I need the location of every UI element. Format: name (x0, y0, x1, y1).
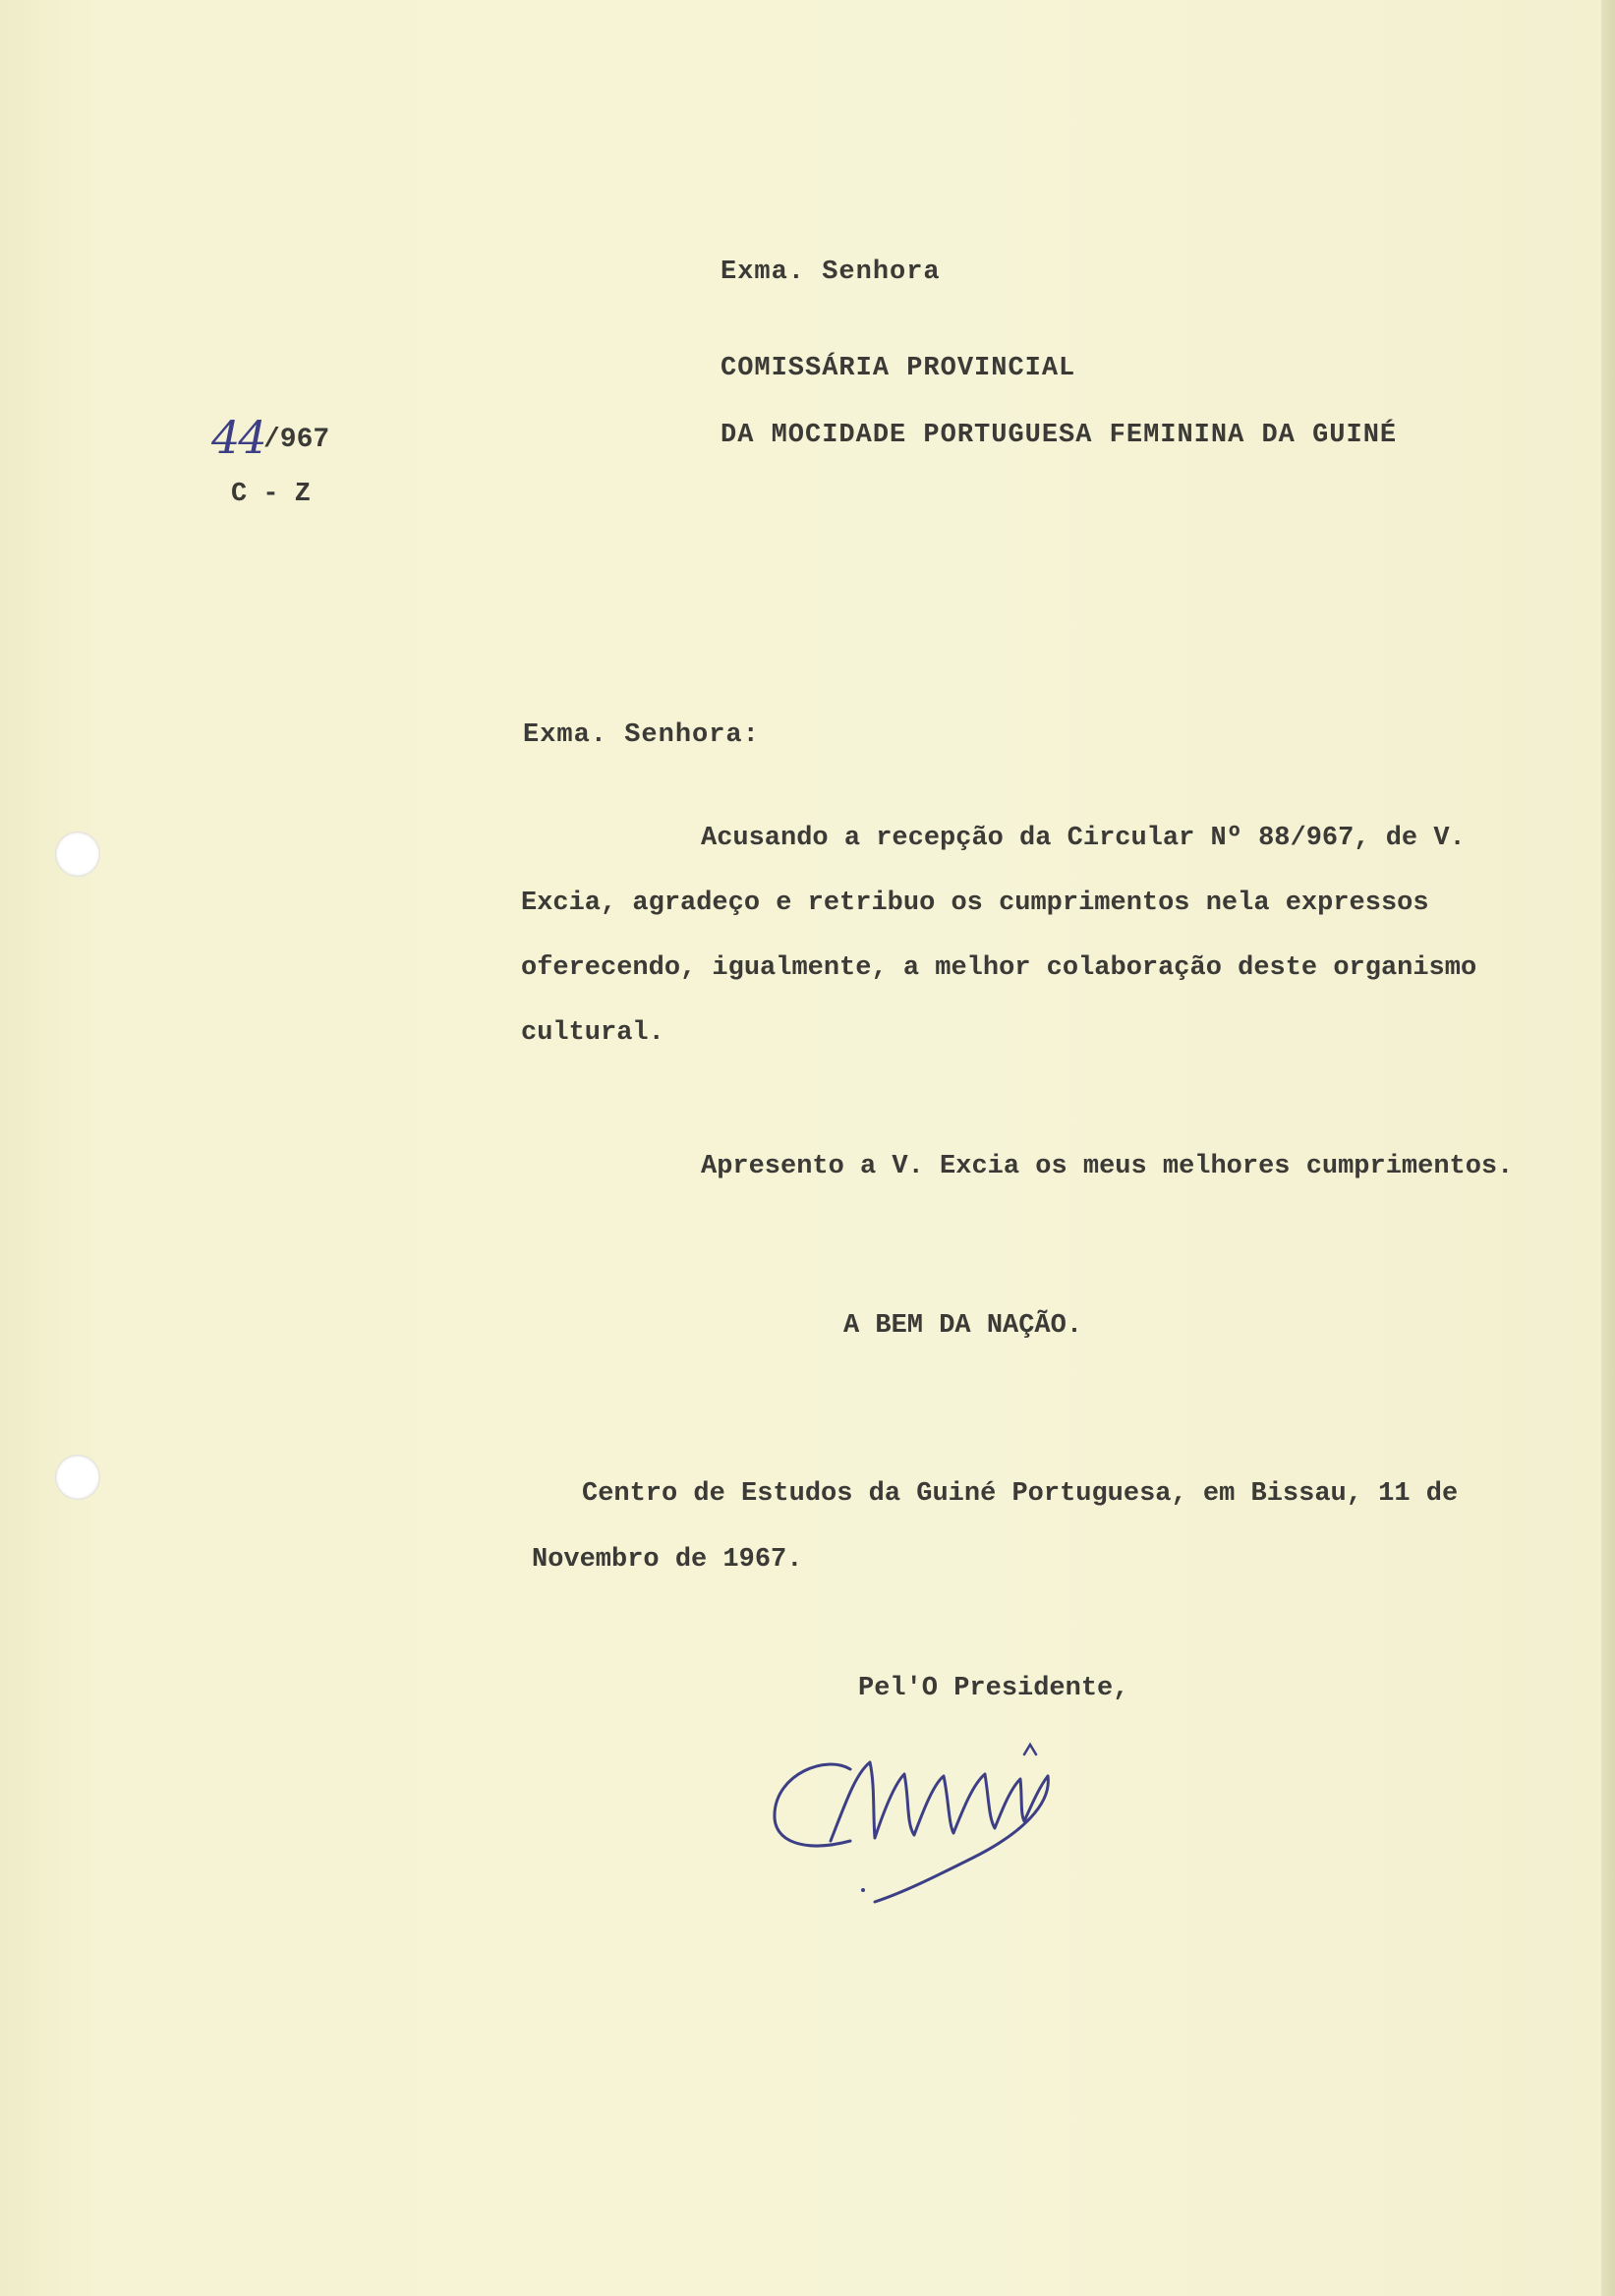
addressee-salutation: Exma. Senhora (721, 258, 941, 287)
handwritten-signature (757, 1715, 1189, 1912)
paragraph-2: Apresento a V. Excia os meus melhores cumprimentos. (701, 1152, 1514, 1181)
paragraph-1-line-3: oferecendo, igualmente, a melhor colaboração deste organismo (521, 953, 1477, 983)
reference-number-handwritten: 44 (211, 411, 265, 464)
punch-hole-top (55, 832, 100, 877)
place-date-line-1: Centro de Estudos da Guiné Portuguesa, em Bissau, 11 de (582, 1479, 1459, 1509)
reference-code: C - Z (231, 480, 312, 509)
reference-year: /967 (263, 425, 330, 455)
addressee-line-2: DA MOCIDADE PORTUGUESA FEMININA DA GUINÉ (721, 421, 1398, 450)
paragraph-1-line-1: Acusando a recepção da Circular Nº 88/967, de V. (701, 824, 1466, 853)
closing: Pel'O Presidente, (858, 1674, 1129, 1703)
greeting: Exma. Senhora: (523, 720, 760, 750)
motto: A BEM DA NAÇÃO. (843, 1311, 1083, 1341)
place-date-line-2: Novembro de 1967. (532, 1545, 803, 1575)
punch-hole-bottom (55, 1455, 100, 1500)
paper-edge (1601, 0, 1615, 2296)
paragraph-1-line-2: Excia, agradeço e retribuo os cumprimentos nela expressos (521, 889, 1429, 918)
paragraph-1-line-4: cultural. (521, 1018, 664, 1048)
addressee-line-1: COMISSÁRIA PROVINCIAL (721, 354, 1076, 383)
